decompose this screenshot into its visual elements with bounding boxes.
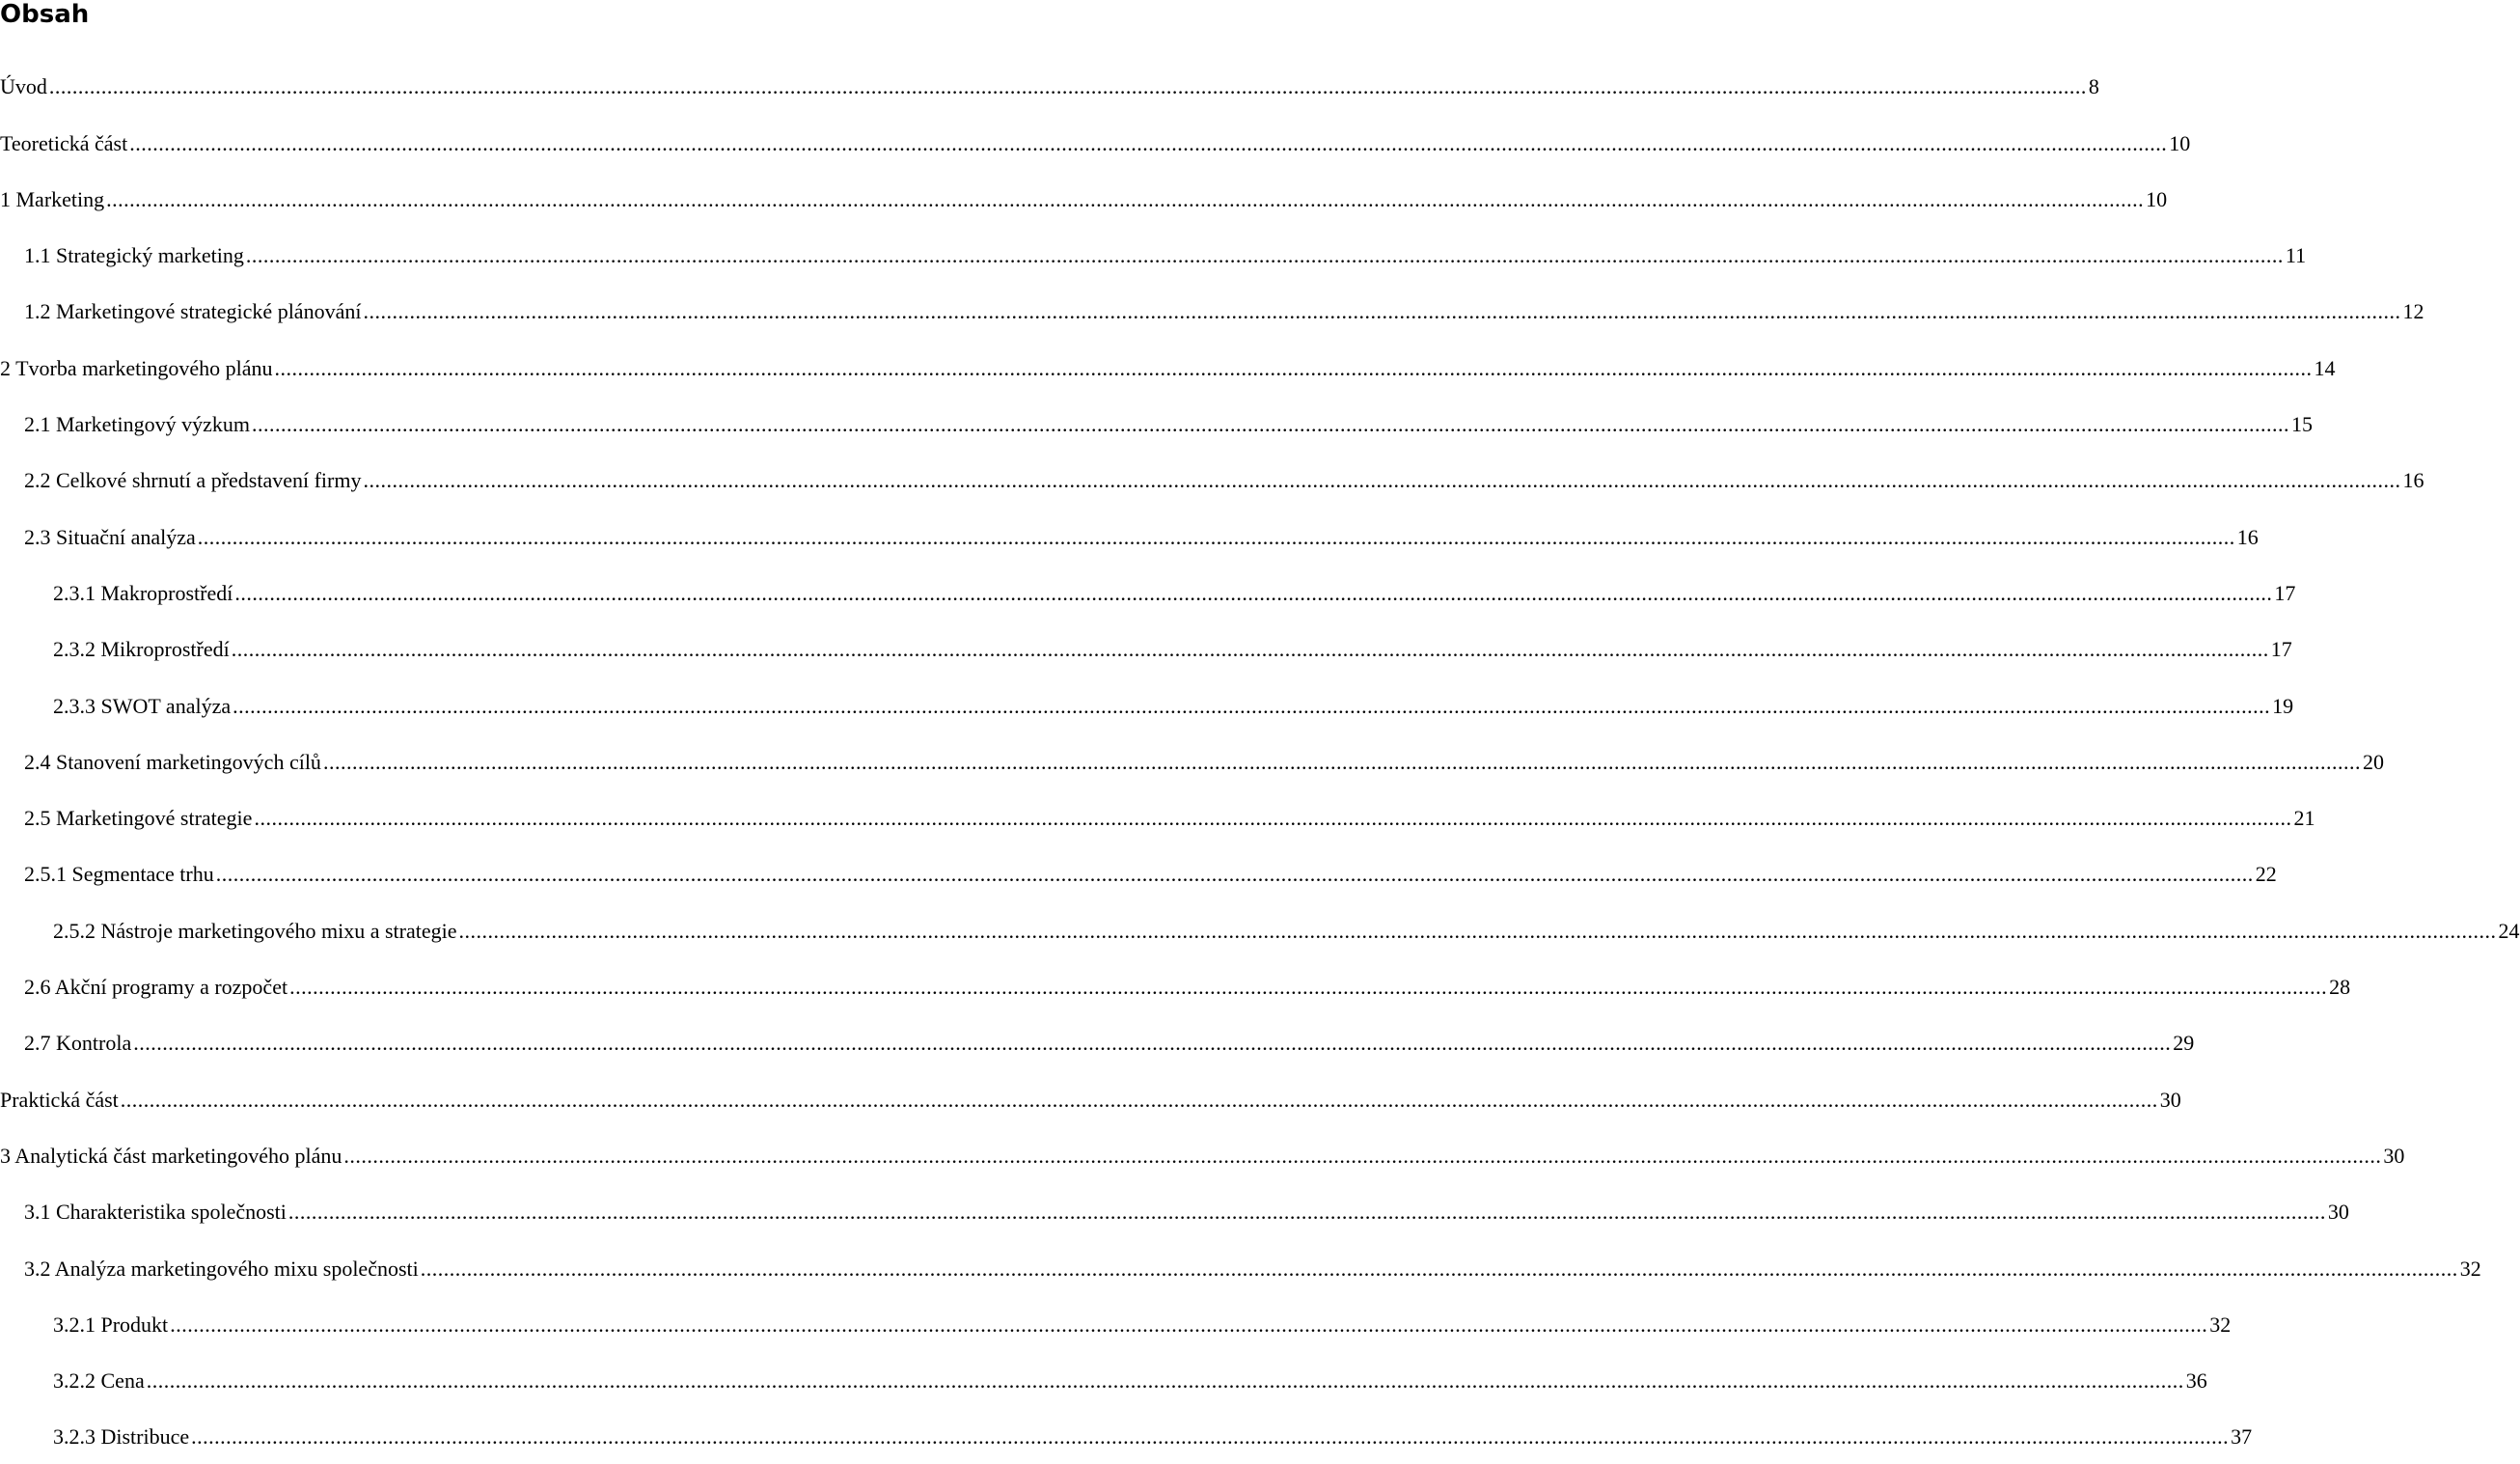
toc-dot-leader bbox=[363, 299, 2400, 324]
toc-entry-row bbox=[0, 693, 2294, 733]
toc-dot-leader bbox=[147, 1368, 2184, 1394]
toc-page-number: 32 bbox=[2459, 1256, 2481, 1281]
toc-page-number: 32 bbox=[2209, 1312, 2232, 1337]
toc-dot-leader bbox=[343, 1144, 2381, 1169]
toc-dot-leader bbox=[121, 1088, 2158, 1113]
toc-entry-row bbox=[0, 862, 2277, 901]
toc-dot-leader bbox=[216, 862, 2254, 887]
toc-entry[interactable] bbox=[0, 621, 2292, 677]
toc-entry-row bbox=[0, 749, 2384, 789]
toc-entry-title: Teoretická část bbox=[0, 130, 128, 155]
toc-dot-leader bbox=[254, 806, 2291, 831]
toc-entry-title: 2.3 Situační analýza bbox=[24, 524, 196, 549]
toc-entry[interactable] bbox=[0, 1408, 2253, 1464]
toc-page-number: 10 bbox=[2146, 186, 2168, 211]
toc-entry[interactable] bbox=[0, 1296, 2232, 1352]
toc-entry-row bbox=[0, 1368, 2207, 1408]
toc-dot-leader bbox=[170, 1312, 2207, 1338]
toc-dot-leader bbox=[252, 412, 2289, 437]
toc-page-number: 28 bbox=[2329, 975, 2351, 1000]
toc-entry[interactable] bbox=[0, 58, 2099, 114]
toc-entry-row bbox=[0, 975, 2351, 1014]
toc-entry-row bbox=[0, 74, 2099, 114]
toc-dot-leader bbox=[129, 131, 2167, 156]
toc-entry[interactable] bbox=[0, 789, 2315, 845]
toc-page-number: 8 bbox=[2088, 74, 2099, 99]
toc-entry-row bbox=[0, 1143, 2405, 1183]
toc-dot-leader bbox=[133, 1031, 2171, 1056]
toc-page-number: 30 bbox=[2383, 1143, 2405, 1168]
toc-dot-leader bbox=[234, 581, 2272, 606]
toc-entry[interactable] bbox=[0, 901, 2520, 957]
toc-entry-row bbox=[0, 299, 2424, 339]
toc-dot-leader bbox=[459, 919, 2497, 944]
toc-entry-row bbox=[0, 355, 2336, 396]
toc-entry-row bbox=[0, 412, 2314, 452]
toc-page-number: 16 bbox=[2236, 524, 2259, 549]
toc-entry[interactable] bbox=[0, 677, 2294, 732]
toc-page-number: 22 bbox=[2255, 862, 2277, 887]
toc-entry[interactable] bbox=[0, 958, 2351, 1014]
toc-entry-title: 3.2.3 Distribuce bbox=[53, 1424, 190, 1450]
toc-page-number: 30 bbox=[2327, 1200, 2349, 1225]
toc-page-number: 12 bbox=[2402, 299, 2424, 324]
toc-entry-row bbox=[0, 524, 2259, 565]
toc-entry-row bbox=[0, 468, 2424, 508]
toc-dot-leader bbox=[106, 187, 2144, 212]
toc-entry-title: 2.4 Stanovení marketingových cílů bbox=[24, 749, 321, 774]
toc-entry-title: 2.5.1 Segmentace trhu bbox=[24, 862, 214, 887]
toc-entry-title: 1.2 Marketingové strategické plánování bbox=[24, 299, 362, 324]
toc-entry[interactable] bbox=[0, 283, 2424, 339]
toc-dot-leader bbox=[421, 1257, 2458, 1282]
toc-entry-row bbox=[0, 1031, 2195, 1070]
toc-entry-row bbox=[0, 1087, 2181, 1127]
toc-entry-row bbox=[0, 1256, 2481, 1296]
toc-entry-title: 2.6 Akční programy a rozpočet bbox=[24, 975, 288, 1000]
toc-dot-leader bbox=[49, 74, 2087, 99]
toc-entry[interactable] bbox=[0, 452, 2424, 508]
toc-entry[interactable] bbox=[0, 565, 2296, 621]
toc-entry-title: 2.5.2 Nástroje marketingového mixu a strategie bbox=[53, 918, 457, 943]
toc-entry-row bbox=[0, 1424, 2253, 1464]
toc-entry-title: 2.3.3 SWOT analýza bbox=[53, 693, 232, 718]
toc-entry[interactable] bbox=[0, 1239, 2481, 1295]
toc-page-number: 16 bbox=[2402, 468, 2424, 493]
toc-entry-row bbox=[0, 918, 2520, 958]
toc-dot-leader bbox=[198, 525, 2235, 550]
toc-entry[interactable] bbox=[0, 339, 2336, 395]
toc-entry[interactable] bbox=[0, 733, 2384, 789]
table-of-contents bbox=[0, 58, 2520, 1464]
toc-dot-leader bbox=[288, 1200, 2326, 1225]
toc-page-number: 21 bbox=[2293, 806, 2315, 831]
toc-entry[interactable] bbox=[0, 1127, 2405, 1183]
toc-dot-leader bbox=[232, 637, 2269, 662]
toc-dot-leader bbox=[323, 750, 2361, 775]
toc-entry-row bbox=[0, 130, 2191, 171]
toc-entry[interactable] bbox=[0, 1352, 2207, 1408]
toc-entry-row bbox=[0, 580, 2296, 621]
toc-entry-title: 2 Tvorba marketingového plánu bbox=[0, 355, 273, 380]
toc-entry[interactable] bbox=[0, 845, 2277, 901]
toc-page-number: 17 bbox=[2274, 580, 2296, 605]
toc-page-number: 15 bbox=[2291, 412, 2314, 437]
toc-dot-leader bbox=[363, 468, 2400, 493]
toc-entry-row bbox=[0, 806, 2315, 845]
toc-entry[interactable] bbox=[0, 1014, 2195, 1070]
page-title: Obsah bbox=[0, 0, 90, 29]
toc-entry-title: 2.3.1 Makroprostředí bbox=[53, 580, 233, 605]
toc-dot-leader bbox=[289, 975, 2327, 1000]
toc-page-number: 30 bbox=[2159, 1087, 2181, 1112]
toc-entry-title: 2.3.2 Mikroprostředí bbox=[53, 637, 230, 662]
toc-entry-title: 1 Marketing bbox=[0, 186, 105, 211]
toc-entry-title: Praktická část bbox=[0, 1087, 119, 1112]
toc-entry-title: 2.2 Celkové shrnutí a představení firmy bbox=[24, 468, 362, 493]
toc-page-number: 36 bbox=[2185, 1368, 2207, 1394]
toc-page-number: 17 bbox=[2270, 637, 2292, 662]
toc-page-number: 20 bbox=[2362, 749, 2384, 774]
toc-dot-leader bbox=[233, 694, 2270, 719]
toc-entry[interactable] bbox=[0, 396, 2314, 452]
toc-page-number: 10 bbox=[2169, 130, 2191, 155]
toc-entry[interactable] bbox=[0, 171, 2168, 227]
toc-entry-title: 3 Analytická část marketingového plánu bbox=[0, 1143, 342, 1168]
toc-entry-title: Úvod bbox=[0, 74, 47, 99]
toc-page-number: 37 bbox=[2231, 1424, 2253, 1450]
toc-entry-title: 2.7 Kontrola bbox=[24, 1031, 132, 1056]
toc-entry-row bbox=[0, 186, 2168, 227]
toc-dot-leader bbox=[191, 1424, 2229, 1450]
toc-entry-title: 3.2.1 Produkt bbox=[53, 1312, 169, 1337]
toc-entry-row bbox=[0, 1200, 2349, 1239]
toc-entry[interactable] bbox=[0, 1070, 2181, 1126]
toc-entry-row bbox=[0, 637, 2292, 677]
toc-dot-leader bbox=[246, 243, 2284, 268]
toc-entry[interactable] bbox=[0, 227, 2307, 283]
toc-entry-title: 2.5 Marketingové strategie bbox=[24, 806, 253, 831]
toc-entry[interactable] bbox=[0, 1183, 2349, 1239]
toc-entry-title: 3.1 Charakteristika společnosti bbox=[24, 1200, 287, 1225]
toc-page-number: 14 bbox=[2314, 355, 2336, 380]
toc-page-number: 19 bbox=[2272, 693, 2294, 718]
toc-page-number: 24 bbox=[2498, 918, 2520, 943]
toc-entry-row bbox=[0, 243, 2307, 283]
toc-page-number: 11 bbox=[2285, 243, 2307, 268]
toc-entry-title: 1.1 Strategický marketing bbox=[24, 243, 244, 268]
toc-entry-row bbox=[0, 1312, 2232, 1352]
toc-dot-leader bbox=[274, 356, 2312, 381]
toc-entry-title: 3.2 Analýza marketingového mixu společnosti bbox=[24, 1256, 419, 1281]
toc-page-number: 29 bbox=[2173, 1031, 2195, 1056]
toc-entry-title: 2.1 Marketingový výzkum bbox=[24, 412, 251, 437]
toc-entry[interactable] bbox=[0, 508, 2259, 564]
toc-entry-title: 3.2.2 Cena bbox=[53, 1368, 145, 1394]
toc-entry[interactable] bbox=[0, 114, 2191, 170]
